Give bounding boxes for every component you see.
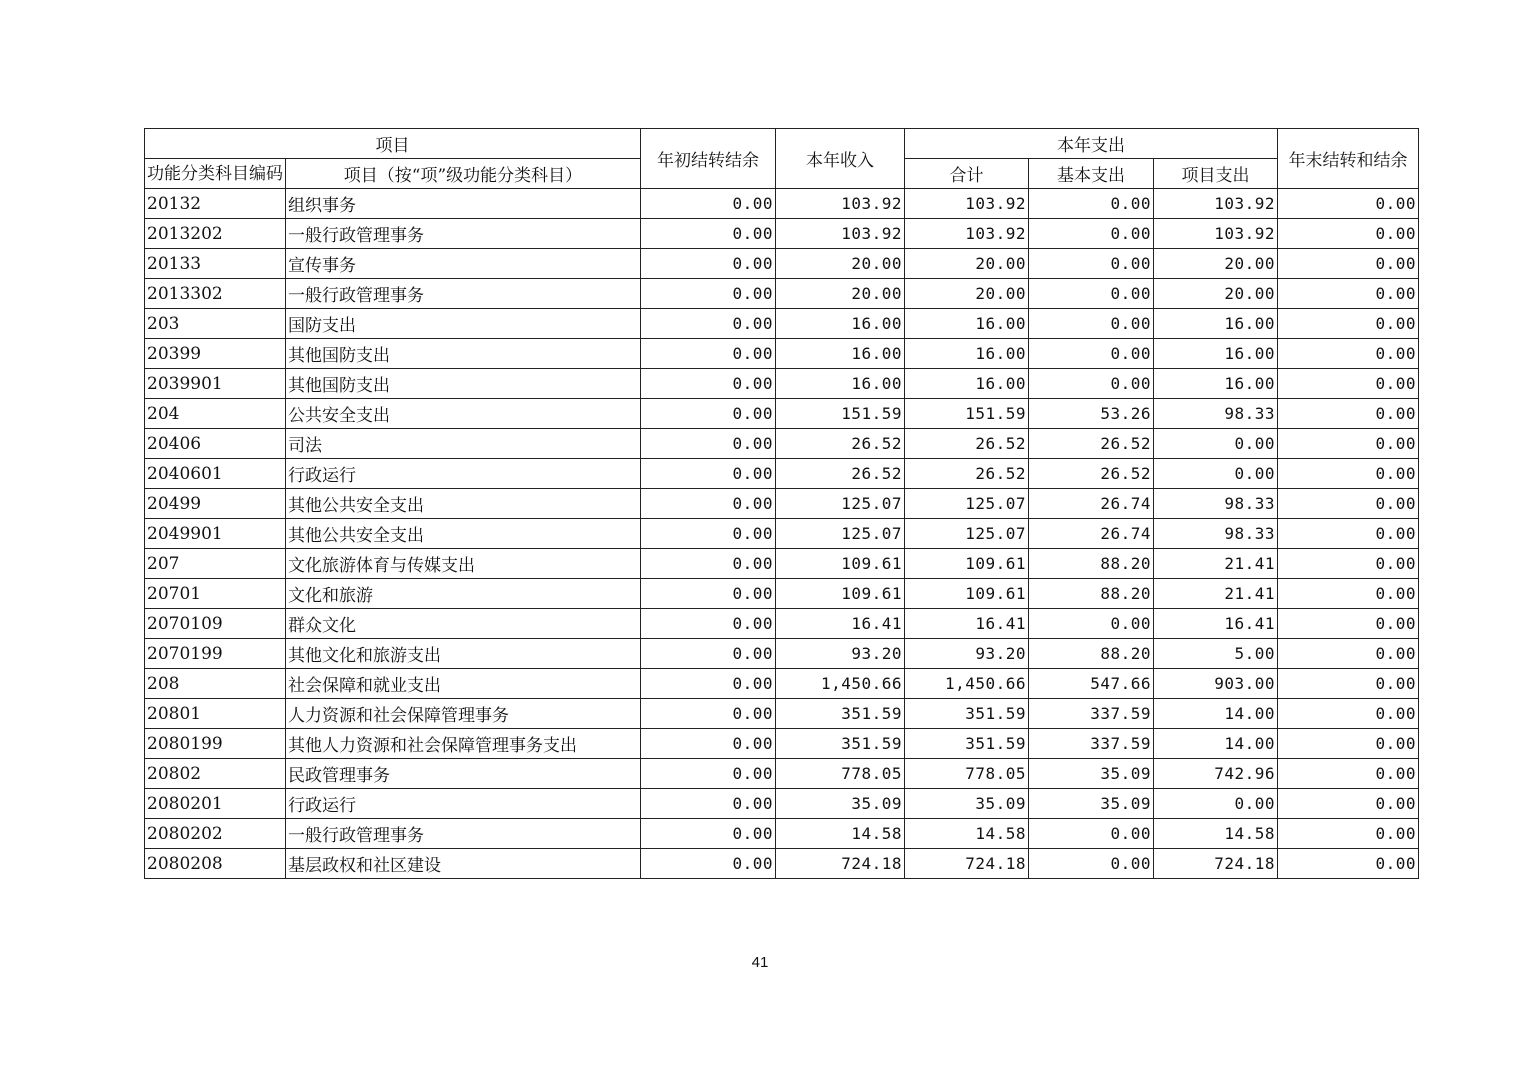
row-income: 16.41 xyxy=(776,609,905,639)
row-code: 2039901 xyxy=(145,369,286,399)
table-row xyxy=(145,699,1419,729)
row-basic: 0.00 xyxy=(1029,609,1154,639)
row-opening-balance: 0.00 xyxy=(641,849,776,879)
row-opening-balance: 0.00 xyxy=(641,249,776,279)
row-income: 103.92 xyxy=(776,189,905,219)
header-closing-balance: 年末结转和结余 xyxy=(1278,129,1419,189)
table-row xyxy=(145,189,1419,219)
row-opening-balance: 0.00 xyxy=(641,639,776,669)
row-code: 2080199 xyxy=(145,729,286,759)
row-total: 16.41 xyxy=(905,609,1029,639)
row-income: 1,450.66 xyxy=(776,669,905,699)
row-project: 16.00 xyxy=(1154,369,1278,399)
row-name: 群众文化 xyxy=(286,609,641,639)
page-number: 41 xyxy=(751,954,769,971)
row-code: 2080208 xyxy=(145,849,286,879)
row-income: 20.00 xyxy=(776,279,905,309)
row-name: 组织事务 xyxy=(286,189,641,219)
row-code: 2040601 xyxy=(145,459,286,489)
row-basic: 26.74 xyxy=(1029,489,1154,519)
row-basic: 88.20 xyxy=(1029,579,1154,609)
row-basic: 0.00 xyxy=(1029,219,1154,249)
row-code: 20406 xyxy=(145,429,286,459)
row-basic: 0.00 xyxy=(1029,339,1154,369)
header-project: 项目支出 xyxy=(1154,159,1278,189)
row-name: 国防支出 xyxy=(286,309,641,339)
row-total: 125.07 xyxy=(905,519,1029,549)
table-row xyxy=(145,489,1419,519)
row-name: 文化旅游体育与传媒支出 xyxy=(286,549,641,579)
row-code: 20802 xyxy=(145,759,286,789)
row-code: 20399 xyxy=(145,339,286,369)
row-project: 16.00 xyxy=(1154,339,1278,369)
row-opening-balance: 0.00 xyxy=(641,789,776,819)
table-row xyxy=(145,519,1419,549)
row-opening-balance: 0.00 xyxy=(641,459,776,489)
row-total: 351.59 xyxy=(905,729,1029,759)
row-basic: 0.00 xyxy=(1029,189,1154,219)
row-income: 16.00 xyxy=(776,369,905,399)
row-code: 207 xyxy=(145,549,286,579)
row-closing-balance: 0.00 xyxy=(1278,429,1419,459)
row-closing-balance: 0.00 xyxy=(1278,669,1419,699)
row-project: 742.96 xyxy=(1154,759,1278,789)
row-name: 一般行政管理事务 xyxy=(286,219,641,249)
row-basic: 35.09 xyxy=(1029,759,1154,789)
row-code: 20701 xyxy=(145,579,286,609)
row-opening-balance: 0.00 xyxy=(641,669,776,699)
row-closing-balance: 0.00 xyxy=(1278,249,1419,279)
row-basic: 88.20 xyxy=(1029,549,1154,579)
row-total: 26.52 xyxy=(905,429,1029,459)
row-total: 351.59 xyxy=(905,699,1029,729)
row-total: 14.58 xyxy=(905,819,1029,849)
row-code: 2013202 xyxy=(145,219,286,249)
row-opening-balance: 0.00 xyxy=(641,429,776,459)
row-total: 724.18 xyxy=(905,849,1029,879)
row-basic: 0.00 xyxy=(1029,279,1154,309)
row-project: 103.92 xyxy=(1154,219,1278,249)
row-basic: 0.00 xyxy=(1029,849,1154,879)
row-total: 778.05 xyxy=(905,759,1029,789)
row-opening-balance: 0.00 xyxy=(641,609,776,639)
row-closing-balance: 0.00 xyxy=(1278,519,1419,549)
row-name: 文化和旅游 xyxy=(286,579,641,609)
row-name: 其他公共安全支出 xyxy=(286,519,641,549)
row-income: 93.20 xyxy=(776,639,905,669)
row-project: 16.00 xyxy=(1154,309,1278,339)
row-name: 民政管理事务 xyxy=(286,759,641,789)
row-total: 125.07 xyxy=(905,489,1029,519)
table-row xyxy=(145,609,1419,639)
row-closing-balance: 0.00 xyxy=(1278,369,1419,399)
row-basic: 0.00 xyxy=(1029,309,1154,339)
row-name: 其他国防支出 xyxy=(286,339,641,369)
row-name: 行政运行 xyxy=(286,459,641,489)
table-row xyxy=(145,849,1419,879)
header-project-group: 项目 xyxy=(145,129,641,159)
row-opening-balance: 0.00 xyxy=(641,759,776,789)
table-row xyxy=(145,429,1419,459)
row-name: 基层政权和社区建设 xyxy=(286,849,641,879)
row-income: 103.92 xyxy=(776,219,905,249)
header-expenditure-group: 本年支出 xyxy=(905,129,1278,159)
row-project: 5.00 xyxy=(1154,639,1278,669)
row-closing-balance: 0.00 xyxy=(1278,489,1419,519)
row-income: 125.07 xyxy=(776,519,905,549)
row-total: 16.00 xyxy=(905,369,1029,399)
row-closing-balance: 0.00 xyxy=(1278,279,1419,309)
row-name: 行政运行 xyxy=(286,789,641,819)
row-total: 109.61 xyxy=(905,549,1029,579)
row-code: 203 xyxy=(145,309,286,339)
row-code: 20499 xyxy=(145,489,286,519)
row-income: 16.00 xyxy=(776,309,905,339)
row-opening-balance: 0.00 xyxy=(641,339,776,369)
row-basic: 337.59 xyxy=(1029,699,1154,729)
row-income: 26.52 xyxy=(776,429,905,459)
row-total: 16.00 xyxy=(905,309,1029,339)
row-income: 778.05 xyxy=(776,759,905,789)
row-income: 724.18 xyxy=(776,849,905,879)
row-code: 2080202 xyxy=(145,819,286,849)
row-opening-balance: 0.00 xyxy=(641,699,776,729)
row-code: 2070109 xyxy=(145,609,286,639)
row-code: 2049901 xyxy=(145,519,286,549)
table-row xyxy=(145,459,1419,489)
row-total: 20.00 xyxy=(905,249,1029,279)
row-income: 109.61 xyxy=(776,579,905,609)
row-name: 社会保障和就业支出 xyxy=(286,669,641,699)
row-income: 351.59 xyxy=(776,729,905,759)
table-row xyxy=(145,339,1419,369)
table-row xyxy=(145,549,1419,579)
header-income: 本年收入 xyxy=(776,129,905,189)
row-closing-balance: 0.00 xyxy=(1278,789,1419,819)
row-opening-balance: 0.00 xyxy=(641,219,776,249)
row-closing-balance: 0.00 xyxy=(1278,849,1419,879)
row-total: 1,450.66 xyxy=(905,669,1029,699)
row-code: 20132 xyxy=(145,189,286,219)
table-row xyxy=(145,219,1419,249)
row-income: 20.00 xyxy=(776,249,905,279)
row-code: 204 xyxy=(145,399,286,429)
table-row xyxy=(145,759,1419,789)
row-income: 109.61 xyxy=(776,549,905,579)
row-basic: 337.59 xyxy=(1029,729,1154,759)
row-project: 0.00 xyxy=(1154,789,1278,819)
table-row xyxy=(145,789,1419,819)
row-total: 16.00 xyxy=(905,339,1029,369)
row-code: 2070199 xyxy=(145,639,286,669)
row-total: 103.92 xyxy=(905,189,1029,219)
row-project: 103.92 xyxy=(1154,189,1278,219)
row-name: 其他文化和旅游支出 xyxy=(286,639,641,669)
header-opening-balance: 年初结转结余 xyxy=(641,129,776,189)
row-project: 903.00 xyxy=(1154,669,1278,699)
row-project: 98.33 xyxy=(1154,489,1278,519)
row-total: 103.92 xyxy=(905,219,1029,249)
row-basic: 26.52 xyxy=(1029,459,1154,489)
row-code: 20133 xyxy=(145,249,286,279)
row-code: 2080201 xyxy=(145,789,286,819)
row-project: 98.33 xyxy=(1154,519,1278,549)
row-total: 109.61 xyxy=(905,579,1029,609)
row-opening-balance: 0.00 xyxy=(641,309,776,339)
table-row xyxy=(145,639,1419,669)
table-row xyxy=(145,729,1419,759)
row-basic: 0.00 xyxy=(1029,249,1154,279)
table-row xyxy=(145,579,1419,609)
row-project: 724.18 xyxy=(1154,849,1278,879)
row-basic: 547.66 xyxy=(1029,669,1154,699)
row-opening-balance: 0.00 xyxy=(641,549,776,579)
row-opening-balance: 0.00 xyxy=(641,579,776,609)
row-total: 20.00 xyxy=(905,279,1029,309)
row-basic: 0.00 xyxy=(1029,369,1154,399)
row-name: 其他公共安全支出 xyxy=(286,489,641,519)
table-body xyxy=(145,189,1419,879)
row-project: 21.41 xyxy=(1154,549,1278,579)
row-opening-balance: 0.00 xyxy=(641,489,776,519)
row-total: 26.52 xyxy=(905,459,1029,489)
row-project: 20.00 xyxy=(1154,279,1278,309)
row-closing-balance: 0.00 xyxy=(1278,819,1419,849)
row-income: 351.59 xyxy=(776,699,905,729)
row-closing-balance: 0.00 xyxy=(1278,729,1419,759)
row-code: 2013302 xyxy=(145,279,286,309)
row-closing-balance: 0.00 xyxy=(1278,219,1419,249)
row-total: 93.20 xyxy=(905,639,1029,669)
row-name: 司法 xyxy=(286,429,641,459)
row-project: 21.41 xyxy=(1154,579,1278,609)
row-closing-balance: 0.00 xyxy=(1278,459,1419,489)
row-closing-balance: 0.00 xyxy=(1278,759,1419,789)
row-basic: 35.09 xyxy=(1029,789,1154,819)
row-income: 35.09 xyxy=(776,789,905,819)
row-income: 125.07 xyxy=(776,489,905,519)
row-name: 人力资源和社会保障管理事务 xyxy=(286,699,641,729)
row-project: 14.00 xyxy=(1154,699,1278,729)
row-code: 208 xyxy=(145,669,286,699)
row-opening-balance: 0.00 xyxy=(641,519,776,549)
row-name: 其他人力资源和社会保障管理事务支出 xyxy=(286,729,641,759)
row-project: 98.33 xyxy=(1154,399,1278,429)
row-opening-balance: 0.00 xyxy=(641,819,776,849)
table-row xyxy=(145,279,1419,309)
table-row xyxy=(145,249,1419,279)
row-basic: 26.74 xyxy=(1029,519,1154,549)
row-name: 一般行政管理事务 xyxy=(286,819,641,849)
header-project-name: 项目（按“项”级功能分类科目） xyxy=(286,159,641,189)
budget-table xyxy=(144,128,1419,879)
row-project: 20.00 xyxy=(1154,249,1278,279)
row-name: 其他国防支出 xyxy=(286,369,641,399)
row-closing-balance: 0.00 xyxy=(1278,189,1419,219)
row-opening-balance: 0.00 xyxy=(641,369,776,399)
header-total: 合计 xyxy=(905,159,1029,189)
row-closing-balance: 0.00 xyxy=(1278,609,1419,639)
header-basic: 基本支出 xyxy=(1029,159,1154,189)
row-basic: 88.20 xyxy=(1029,639,1154,669)
row-income: 26.52 xyxy=(776,459,905,489)
row-total: 35.09 xyxy=(905,789,1029,819)
row-closing-balance: 0.00 xyxy=(1278,699,1419,729)
row-project: 14.58 xyxy=(1154,819,1278,849)
row-closing-balance: 0.00 xyxy=(1278,399,1419,429)
row-opening-balance: 0.00 xyxy=(641,189,776,219)
row-project: 0.00 xyxy=(1154,459,1278,489)
row-closing-balance: 0.00 xyxy=(1278,339,1419,369)
row-total: 151.59 xyxy=(905,399,1029,429)
row-income: 151.59 xyxy=(776,399,905,429)
row-closing-balance: 0.00 xyxy=(1278,309,1419,339)
table-row xyxy=(145,309,1419,339)
row-opening-balance: 0.00 xyxy=(641,399,776,429)
row-closing-balance: 0.00 xyxy=(1278,639,1419,669)
row-name: 一般行政管理事务 xyxy=(286,279,641,309)
row-closing-balance: 0.00 xyxy=(1278,579,1419,609)
row-project: 14.00 xyxy=(1154,729,1278,759)
row-opening-balance: 0.00 xyxy=(641,279,776,309)
row-basic: 0.00 xyxy=(1029,819,1154,849)
row-opening-balance: 0.00 xyxy=(641,729,776,759)
header-func-code: 功能分类科目编码 xyxy=(145,159,286,189)
row-income: 16.00 xyxy=(776,339,905,369)
row-code: 20801 xyxy=(145,699,286,729)
row-name: 宣传事务 xyxy=(286,249,641,279)
table-row xyxy=(145,819,1419,849)
row-basic: 26.52 xyxy=(1029,429,1154,459)
row-basic: 53.26 xyxy=(1029,399,1154,429)
row-project: 0.00 xyxy=(1154,429,1278,459)
row-project: 16.41 xyxy=(1154,609,1278,639)
row-income: 14.58 xyxy=(776,819,905,849)
row-name: 公共安全支出 xyxy=(286,399,641,429)
row-closing-balance: 0.00 xyxy=(1278,549,1419,579)
table-row xyxy=(145,399,1419,429)
table-row xyxy=(145,669,1419,699)
table-row xyxy=(145,369,1419,399)
